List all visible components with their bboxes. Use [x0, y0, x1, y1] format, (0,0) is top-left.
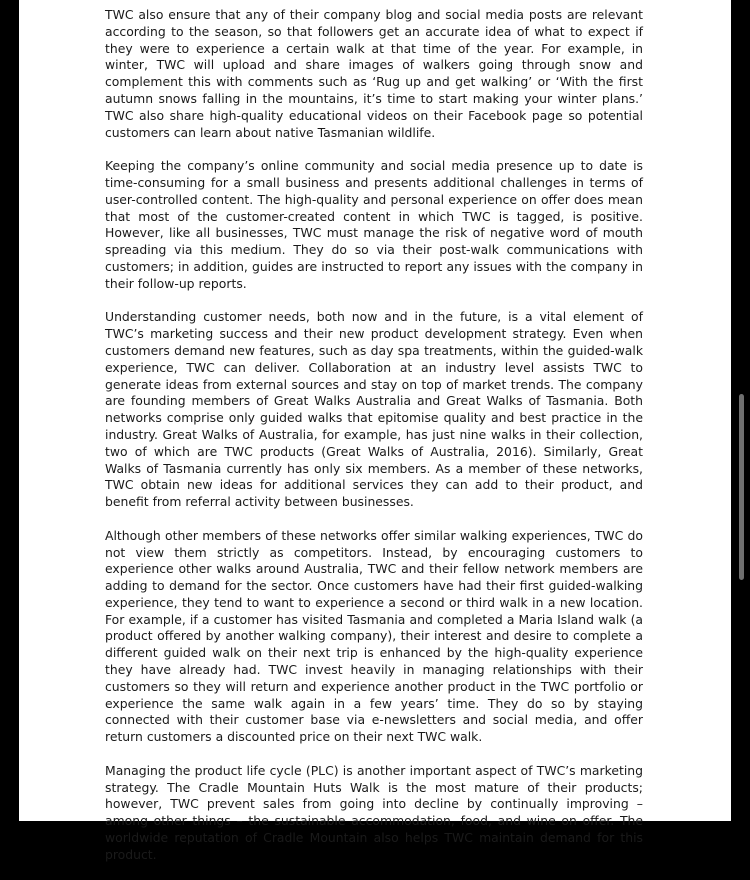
document-body — [105, 7, 643, 880]
paragraph-online-community: Keeping the company’s online community and social media presence up to date is time-consuming for a small business and presents additional challenges in terms of user-controlled content. The high-quality and personal experience on offer does mean that most of the customer-created content in which TWC is tagged, is positive. However, like all businesses, TWC must manage the risk of negative word of mouth spreading via this medium. They do so via their post-walk communications with customers; in addition, guides are instructed to report any issues with the company in their follow-up reports. — [105, 158, 643, 291]
document-page — [19, 0, 731, 862]
paragraph-seasonal-posts: TWC also ensure that any of their company blog and social media posts are relevant according to the season, so that followers get an accurate idea of what to expect if they were to experience a certain walk at that time of the year. For example, in winter, TWC will upload and share images of walkers going through snow and complement this with comments such as ‘Rug up and get walking’ or ‘With the first autumn snows falling in the mountains, it’s time to start making your winter plans.’ TWC also share high-quality educational videos on their Facebook page so potential customers can learn about native Tasmanian wildlife. — [105, 7, 643, 140]
scrollbar-thumb[interactable] — [739, 394, 744, 580]
vertical-scrollbar[interactable] — [731, 0, 750, 821]
paragraph-network-competitors: Although other members of these networks offer similar walking experiences, TWC do not view them strictly as competitors. Instead, by encouraging customers to experience other walks around Australia, TWC and their fellow network members are adding to demand for the sector. Once customers have had their first guided-walking experience, they tend to want to experience a second or third walk in a new location. For example, if a customer has visited Tasmania and completed a Maria Island walk (a product offered by another walking company), their interest and desire to complete a different guided walk on their next trip is enhanced by the high-quality experience they have already had. TWC invest heavily in managing relationships with their customers so they will return and experience another product in the TWC portfolio or experience the same walk again in a few years’ time. They do so by staying connected with their customer base via e-newsletters and social media, and offer return customers a discounted price on their next TWC walk. — [105, 527, 643, 745]
paragraph-product-life-cycle: Managing the product life cycle (PLC) is another important aspect of TWC’s marketing strategy. The Cradle Mountain Huts Walk is the most mature of their products; however, TWC prevent sales from going into decline by continually improving – among other things – the sustainable accommodation, food, and wine on offer. The worldwide reputation of Cradle Mountain also helps TWC maintain demand for this product. — [105, 762, 643, 862]
paragraph-customer-needs: Understanding customer needs, both now and in the future, is a vital element of TWC’s marketing success and their new product development strategy. Even when customers demand new features, such as day spa treatments, within the guided-walk experience, TWC can deliver. Collaboration at an industry level assists TWC to generate ideas from external sources and stay on top of market trends. The company are founding members of Great Walks Australia and Great Walks of Tasmania. Both networks comprise only guided walks that epitomise quality and best practice in the industry. Great Walks of Australia, for example, has just nine walks in their collection, two of which are TWC products (Great Walks of Australia, 2016). Similarly, Great Walks of Tasmania currently has only six members. As a member of these networks, TWC obtain new ideas for additional services they can add to their product, and benefit from referral activity between businesses. — [105, 309, 643, 510]
